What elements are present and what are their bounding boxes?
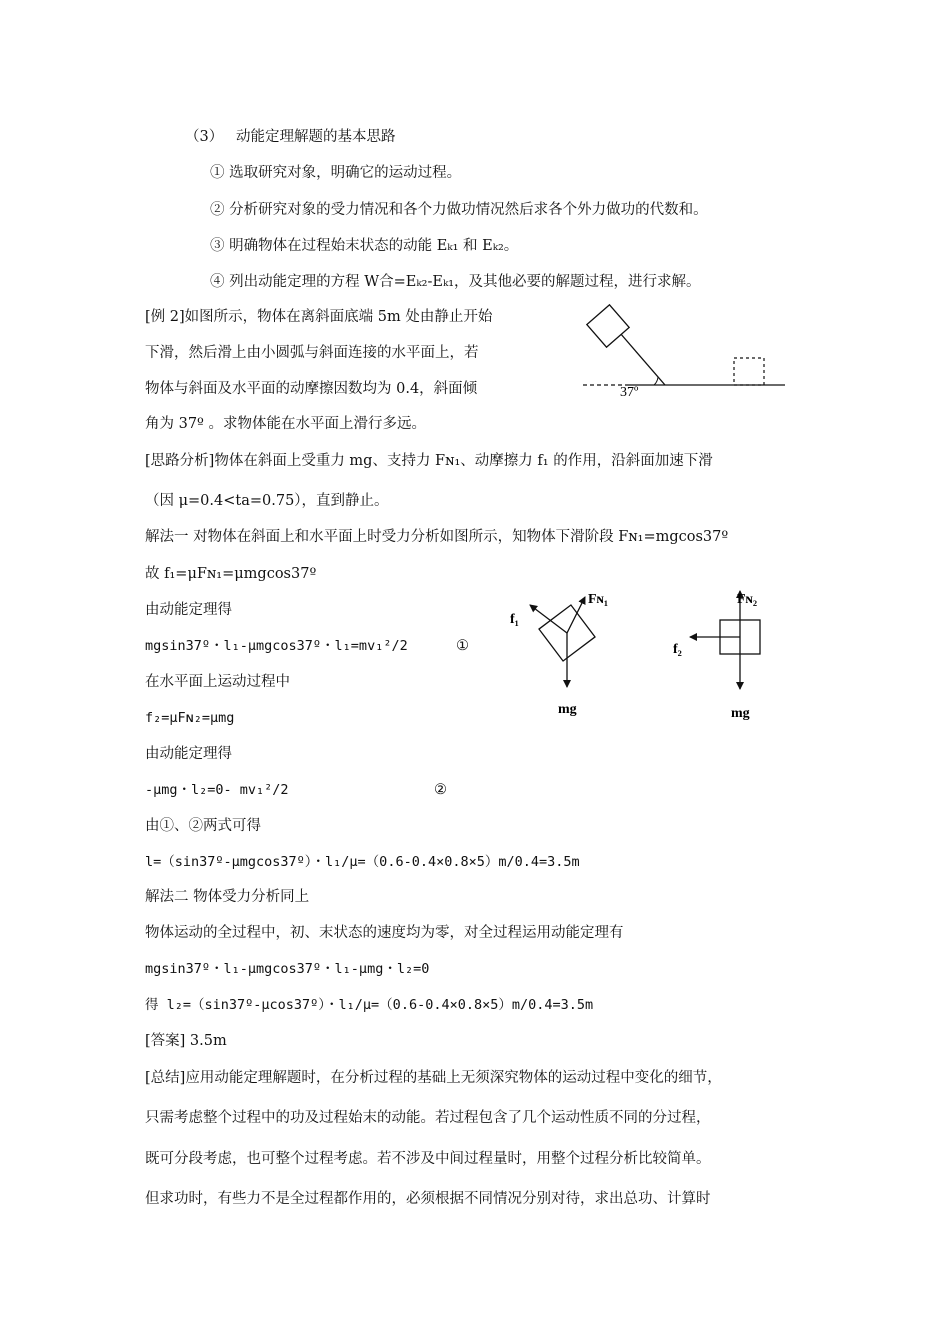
analysis-line-1: [思路分析]物体在斜面上受重力 mg、支持力 Fɴ₁、动摩擦力 f₁ 的作用，沿斜面加速下滑	[145, 453, 713, 469]
step-3: ③ 明确物体在过程始末状态的动能 Eₖ₁ 和 Eₖ₂。	[210, 238, 519, 254]
fbd2-friction-label: f₂	[673, 642, 682, 657]
angle-label: 37º	[620, 385, 639, 400]
method2-line-1: 解法二 物体受力分析同上	[145, 889, 310, 905]
method2-line-2: 物体运动的全过程中，初、末状态的速度均为零，对全过程运用动能定理有	[145, 925, 624, 941]
section-title: 动能定理解题的基本思路	[236, 129, 396, 145]
method2-result: 得 l₂=（sin37º-μcos37º）・l₁/μ=（0.6-0.4×0.8×5）m/0.4=3.5m	[145, 997, 594, 1013]
example-line-1: [例 2]如图所示，物体在离斜面底端 5m 处由静止开始	[145, 309, 493, 325]
method1-line-9: 由①、②两式可得	[145, 818, 261, 834]
fbd2-gravity-label: mg	[731, 706, 750, 721]
analysis-line-2: （因 μ=0.4<ta=0.75），直到静止。	[145, 493, 389, 509]
method1-equation-2: -μmg・l₂=0- mv₁²/2	[145, 782, 289, 798]
example-line-4: 角为 37º 。求物体能在水平面上滑行多远。	[145, 416, 426, 432]
method1-line-5: 在水平面上运动过程中	[145, 674, 290, 690]
method1-equation-1: mgsin37º・l₁-μmgcos37º・l₁=mv₁²/2	[145, 638, 408, 654]
method1-line-6: f₂=μFɴ₂=μmg	[145, 710, 235, 726]
summary-line-4: 但求功时，有些力不是全过程都作用的，必须根据不同情况分别对待，求出总功、计算时	[145, 1191, 711, 1207]
equation-1-tag: ①	[456, 638, 469, 654]
step-2: ② 分析研究对象的受力情况和各个力做功情况然后求各个外力做功的代数和。	[210, 202, 708, 218]
example-line-3: 物体与斜面及水平面的动摩擦因数均为 0.4，斜面倾	[145, 381, 478, 397]
step-4: ④ 列出动能定理的方程 W合=Eₖ₂-Eₖ₁，及其他必要的解题过程，进行求解。	[210, 274, 701, 290]
summary-line-3: 既可分段考虑，也可整个过程考虑。若不涉及中间过程量时，用整个过程分析比较简单。	[145, 1151, 711, 1167]
method2-equation: mgsin37º・l₁-μmgcos37º・l₁-μmg・l₂=0	[145, 961, 430, 977]
fbd1-gravity-label: mg	[558, 702, 577, 717]
method1-line-3: 由动能定理得	[145, 602, 232, 618]
summary-line-1: [总结]应用动能定理解题时，在分析过程的基础上无须深究物体的运动过程中变化的细节，	[145, 1070, 722, 1086]
method1-result: l=（sin37º-μmgcos37º）・l₁/μ=（0.6-0.4×0.8×5）m/0.4=3.5m	[145, 854, 580, 870]
answer: [答案] 3.5m	[145, 1033, 227, 1049]
equation-2-tag: ②	[434, 782, 447, 798]
step-1: ① 选取研究对象，明确它的运动过程。	[210, 165, 462, 181]
method1-line-2: 故 f₁=μFɴ₁=μmgcos37º	[145, 566, 317, 582]
method1-line-7: 由动能定理得	[145, 746, 232, 762]
summary-line-2: 只需考虑整个过程中的功及过程始末的动能。若过程包含了几个运动性质不同的分过程，	[145, 1110, 711, 1126]
free-body-diagram-horizontal	[665, 585, 795, 725]
method1-line-1: 解法一 对物体在斜面上和水平面上时受力分析如图所示，知物体下滑阶段 Fɴ₁=mgcos37º	[145, 529, 729, 545]
fbd1-normal-label: Fɴ₁	[588, 592, 609, 607]
free-body-diagram-incline	[500, 585, 630, 720]
example-line-2: 下滑，然后滑上由小圆弧与斜面连接的水平面上，若	[145, 345, 479, 361]
fbd2-normal-label: Fɴ₂	[737, 592, 758, 607]
incline-figure	[580, 308, 795, 398]
section-number: （3）	[185, 129, 224, 145]
fbd1-friction-label: f₁	[510, 612, 519, 627]
